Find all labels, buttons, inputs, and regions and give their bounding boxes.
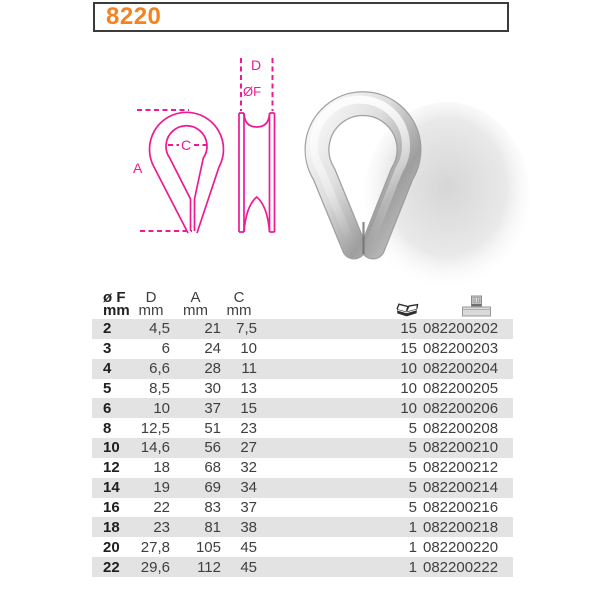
col-header-d: D mm bbox=[138, 289, 164, 319]
cell-qty: 5 bbox=[408, 439, 417, 457]
cell-qty: 15 bbox=[400, 340, 417, 358]
table-row bbox=[92, 398, 513, 418]
cell-of: 5 bbox=[103, 379, 112, 397]
cell-qty: 10 bbox=[400, 399, 417, 417]
cell-qty: 1 bbox=[408, 538, 417, 556]
side-view-arch-bottom bbox=[244, 197, 270, 232]
open-box-icon bbox=[395, 301, 419, 318]
cell-d: 14,6 bbox=[140, 439, 170, 457]
cell-a: 21 bbox=[204, 320, 221, 338]
col-header-qty bbox=[363, 301, 423, 319]
cell-d: 29,6 bbox=[140, 558, 170, 576]
cell-qty: 15 bbox=[400, 320, 417, 338]
cell-of: 12 bbox=[103, 459, 120, 477]
cell-code: 082200216 bbox=[423, 499, 499, 517]
col-header-a: A mm bbox=[183, 289, 208, 319]
cell-code: 082200203 bbox=[423, 340, 499, 358]
cell-d: 23 bbox=[153, 518, 170, 536]
cell-c: 45 bbox=[240, 558, 257, 576]
cell-a: 68 bbox=[204, 459, 221, 477]
cell-c: 34 bbox=[240, 479, 257, 497]
dim-label-c: C bbox=[181, 137, 192, 153]
cell-d: 8,5 bbox=[149, 379, 170, 397]
cell-qty: 10 bbox=[400, 379, 417, 397]
cell-of: 8 bbox=[103, 419, 112, 437]
cell-d: 18 bbox=[153, 459, 170, 477]
cell-a: 81 bbox=[204, 518, 221, 536]
table-row bbox=[92, 359, 513, 379]
cell-a: 105 bbox=[195, 538, 221, 556]
cell-code: 082200202 bbox=[423, 320, 499, 338]
spec-table bbox=[92, 290, 513, 577]
cell-code: 082200220 bbox=[423, 538, 499, 556]
cell-qty: 5 bbox=[408, 419, 417, 437]
cell-a: 69 bbox=[204, 479, 221, 497]
technical-drawing bbox=[95, 50, 290, 240]
cell-of: 14 bbox=[103, 479, 120, 497]
cell-of: 16 bbox=[103, 499, 120, 517]
cell-a: 28 bbox=[204, 360, 221, 378]
cell-d: 6,6 bbox=[149, 360, 170, 378]
table-row bbox=[92, 537, 513, 557]
cell-a: 30 bbox=[204, 379, 221, 397]
table-body bbox=[92, 319, 513, 577]
cell-c: 23 bbox=[240, 419, 257, 437]
cell-code: 082200222 bbox=[423, 558, 499, 576]
cell-c: 11 bbox=[241, 360, 257, 378]
side-view-walls bbox=[239, 113, 275, 232]
cell-c: 45 bbox=[240, 538, 257, 556]
cell-of: 10 bbox=[103, 439, 120, 457]
cell-code: 082200208 bbox=[423, 419, 499, 437]
front-view-outer bbox=[149, 112, 223, 233]
cell-of: 4 bbox=[103, 360, 112, 378]
cell-c: 37 bbox=[240, 499, 257, 517]
cell-c: 13 bbox=[240, 379, 257, 397]
table-row bbox=[92, 319, 513, 339]
cell-a: 51 bbox=[204, 419, 221, 437]
header-box bbox=[93, 2, 509, 32]
table-row bbox=[92, 557, 513, 577]
cell-code: 082200210 bbox=[423, 439, 499, 457]
table-row bbox=[92, 379, 513, 399]
col-header-c: C mm bbox=[226, 289, 252, 319]
cell-qty: 10 bbox=[400, 360, 417, 378]
table-row bbox=[92, 478, 513, 498]
cell-code: 082200205 bbox=[423, 379, 499, 397]
cell-c: 15 bbox=[240, 399, 257, 417]
cell-a: 24 bbox=[204, 340, 221, 358]
dim-label-a: A bbox=[133, 160, 143, 176]
cell-d: 4,5 bbox=[149, 320, 170, 338]
dim-label-of: ØF bbox=[243, 84, 262, 99]
cell-code: 082200218 bbox=[423, 518, 499, 536]
cell-d: 12,5 bbox=[140, 419, 170, 437]
table-row bbox=[92, 438, 513, 458]
cell-of: 18 bbox=[103, 518, 120, 536]
cell-d: 6 bbox=[161, 340, 170, 358]
cell-c: 27 bbox=[240, 439, 257, 457]
cell-of: 2 bbox=[103, 320, 112, 338]
table-row bbox=[92, 418, 513, 438]
table-header bbox=[92, 290, 513, 319]
cell-code: 082200204 bbox=[423, 360, 499, 378]
col-header-of: ø F mm bbox=[103, 289, 130, 319]
cell-code: 082200206 bbox=[423, 399, 499, 417]
cell-d: 22 bbox=[153, 499, 170, 517]
cell-d: 10 bbox=[153, 399, 170, 417]
cell-a: 83 bbox=[204, 499, 221, 517]
cell-c: 7,5 bbox=[236, 320, 257, 338]
front-view-slit bbox=[191, 199, 195, 231]
page-title: 8220 bbox=[106, 3, 162, 30]
cell-a: 37 bbox=[204, 399, 221, 417]
cell-d: 27,8 bbox=[140, 538, 170, 556]
cell-c: 38 bbox=[240, 518, 257, 536]
cell-of: 6 bbox=[103, 399, 112, 417]
cell-a: 56 bbox=[204, 439, 221, 457]
cell-code: 082200212 bbox=[423, 459, 499, 477]
cell-of: 22 bbox=[103, 558, 120, 576]
cell-of: 3 bbox=[103, 340, 112, 358]
cell-qty: 1 bbox=[408, 518, 417, 536]
cell-of: 20 bbox=[103, 538, 120, 556]
cell-qty: 1 bbox=[408, 558, 417, 576]
cell-c: 10 bbox=[240, 340, 257, 358]
table-row bbox=[92, 498, 513, 518]
col-header-code bbox=[423, 295, 513, 319]
dim-label-d: D bbox=[251, 57, 262, 73]
carton-icon bbox=[461, 295, 492, 318]
cell-qty: 5 bbox=[408, 459, 417, 477]
table-row bbox=[92, 517, 513, 537]
cell-qty: 5 bbox=[408, 479, 417, 497]
cell-code: 082200214 bbox=[423, 479, 499, 497]
side-view-groove-top bbox=[244, 114, 270, 127]
table-row bbox=[92, 458, 513, 478]
cell-qty: 5 bbox=[408, 499, 417, 517]
table-row bbox=[92, 339, 513, 359]
cell-d: 19 bbox=[153, 479, 170, 497]
cell-a: 112 bbox=[197, 558, 221, 576]
cell-c: 32 bbox=[240, 459, 257, 477]
product-photo bbox=[290, 60, 530, 295]
